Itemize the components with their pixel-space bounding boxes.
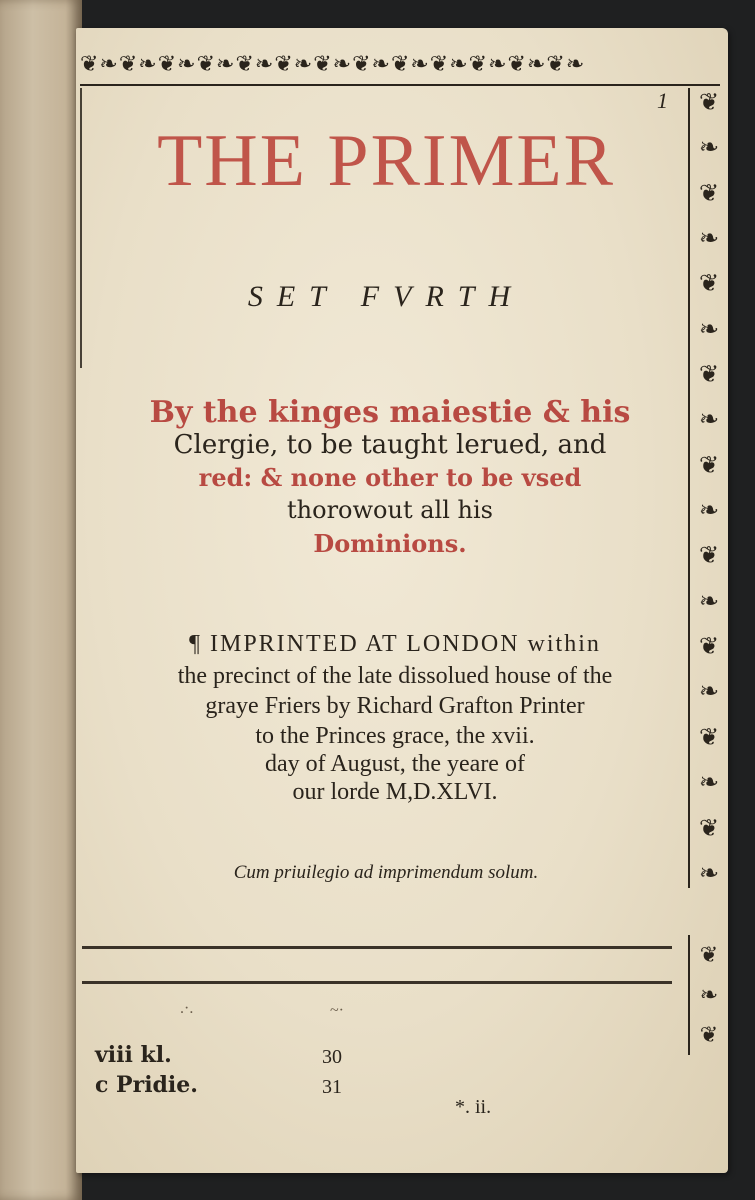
imprint-line-3: graye Friers by Richard Grafton Printer <box>205 693 585 719</box>
calendar-row-1-label: viii kl. <box>95 1042 172 1068</box>
fleuron-icon: ❧ <box>698 679 720 706</box>
fleuron-icon: ❧ <box>698 226 720 253</box>
page-title: THE PRIMER <box>157 120 615 202</box>
fleuron-icon: ❦ <box>698 362 720 389</box>
fleuron-icon: ❧ <box>698 407 720 434</box>
fleuron-icon: ❦❧❦❧❦❧❦❧❦❧❦❧❦❧❦❧❦❧❦❧❦❧❦❧❦❧ <box>80 51 586 76</box>
fleuron-icon: ❦ <box>698 815 720 842</box>
blackletter-line-3: red: & none other to be vsed <box>198 463 582 492</box>
ornament-mark-icon: ~· <box>330 1002 344 1019</box>
divider-rule-1 <box>82 946 672 949</box>
imprint-line-4: to the Princes grace, the xvii. <box>255 723 535 749</box>
right-ornament-border <box>688 88 728 888</box>
lower-right-ornament-border <box>688 935 728 1055</box>
blackletter-line-5: Dominions. <box>313 529 467 558</box>
imprint-line-1: ¶ IMPRINTED AT LONDON within <box>189 631 601 657</box>
book-spine-left-page <box>0 0 82 1200</box>
fleuron-icon: ❧ <box>698 498 720 525</box>
blackletter-line-2: Clergie, to be taught lerued, and <box>173 430 607 460</box>
fleuron-icon: ❦ <box>698 724 720 751</box>
calendar-row-2-number: 31 <box>322 1076 342 1098</box>
fleuron-icon: ❦ <box>698 180 720 207</box>
fleuron-icon: ❧ <box>698 860 720 887</box>
fleuron-icon: ❦ <box>699 942 719 967</box>
fleuron-icon: ❧ <box>699 982 719 1007</box>
fleuron-icon: ❦ <box>698 634 720 661</box>
fleuron-icon: ❧ <box>698 135 720 162</box>
page-number: 1 <box>657 88 668 113</box>
calendar-row-1-number: 30 <box>322 1046 342 1068</box>
fleuron-icon: ❦ <box>698 90 720 116</box>
fleuron-icon: ❧ <box>698 316 720 343</box>
blackletter-line-1: By the kinges maiestie & his <box>149 395 631 430</box>
signature-mark: *. ii. <box>455 1096 492 1118</box>
subtitle: SET FVRTH <box>247 280 525 313</box>
imprint-line-6: our lorde M,D.XLVI. <box>292 779 498 805</box>
imprint-line-5: day of August, the yeare of <box>265 751 525 777</box>
top-ornament-border <box>80 44 720 86</box>
divider-rule-2 <box>82 981 672 984</box>
calendar-row-2-label: c Pridie. <box>95 1072 198 1098</box>
fleuron-icon: ❦ <box>698 271 720 298</box>
fleuron-icon: ❦ <box>698 452 720 479</box>
fleuron-icon: ❧ <box>698 770 720 797</box>
left-border-rule <box>80 88 82 368</box>
privilege-statement: Cum priuilegio ad imprimendum solum. <box>233 862 539 883</box>
ornament-mark-icon: .·. <box>180 1000 194 1017</box>
imprint-line-2: the precinct of the late dissolued house of the <box>177 663 613 689</box>
blackletter-line-4: thorowout all his <box>287 496 493 524</box>
fleuron-icon: ❦ <box>698 543 720 570</box>
fleuron-icon: ❧ <box>698 588 720 615</box>
fleuron-icon: ❦ <box>699 1022 719 1047</box>
